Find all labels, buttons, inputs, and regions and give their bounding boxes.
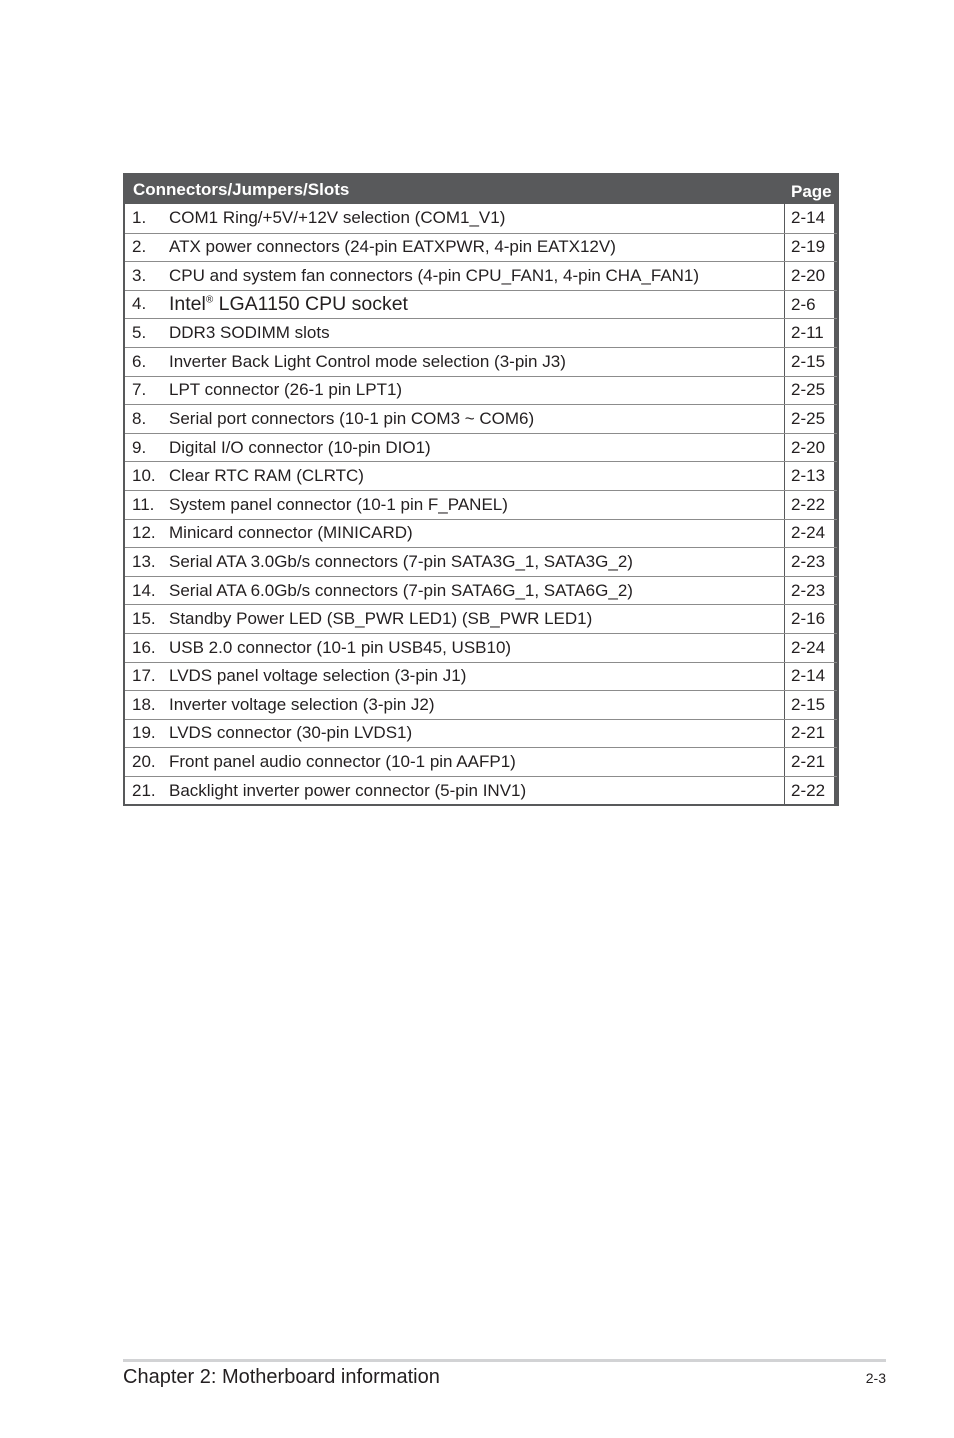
row-page: 2-23	[785, 577, 837, 605]
row-description: LVDS panel voltage selection (3-pin J1)	[169, 666, 467, 686]
row-page: 2-20	[785, 434, 837, 462]
row-page: 2-14	[785, 204, 837, 233]
header-title: Connectors/Jumpers/Slots	[133, 179, 350, 199]
description-prefix: Intel	[169, 293, 206, 316]
table-row	[125, 633, 837, 662]
table-row	[125, 290, 837, 319]
connectors-table	[123, 173, 839, 806]
row-number: 20.	[132, 752, 156, 772]
row-number: 21.	[132, 780, 156, 800]
row-description: DDR3 SODIMM slots	[169, 323, 330, 343]
row-main-cell	[125, 577, 785, 605]
table-row	[125, 204, 837, 233]
row-number: 6.	[132, 351, 147, 371]
row-description: COM1 Ring/+5V/+12V selection (COM1_V1)	[169, 208, 506, 228]
row-main-cell	[125, 377, 785, 405]
table-row	[125, 690, 837, 719]
row-description: System panel connector (10-1 pin F_PANEL)	[169, 494, 508, 514]
row-description: Digital I/O connector (10-pin DIO1)	[169, 437, 431, 457]
row-main-cell	[125, 491, 785, 519]
row-main-cell	[125, 462, 785, 490]
row-number: 19.	[132, 723, 156, 743]
row-page: 2-25	[785, 377, 837, 405]
table-body	[125, 204, 837, 804]
row-description: LVDS connector (30-pin LVDS1)	[169, 723, 413, 743]
row-number: 10.	[132, 466, 156, 486]
row-main-cell	[125, 605, 785, 633]
row-page: 2-15	[785, 691, 837, 719]
row-number: 8.	[132, 408, 147, 428]
row-description: Serial ATA 3.0Gb/s connectors (7-pin SATA3G_1, SATA3G_2)	[169, 551, 633, 571]
table-row	[125, 347, 837, 376]
row-page: 2-22	[785, 777, 837, 805]
row-main-cell	[125, 319, 785, 347]
table-row	[125, 719, 837, 748]
row-description: Clear RTC RAM (CLRTC)	[169, 466, 364, 486]
row-number: 13.	[132, 551, 156, 571]
table-row	[125, 404, 837, 433]
row-description	[167, 293, 784, 316]
row-main-cell	[125, 291, 785, 319]
row-page: 2-19	[785, 234, 837, 262]
row-description: Inverter voltage selection (3-pin J2)	[169, 694, 435, 714]
table-row	[125, 490, 837, 519]
row-main-cell	[125, 663, 785, 691]
table-header	[125, 175, 837, 204]
row-description: LPT connector (26-1 pin LPT1)	[169, 380, 403, 400]
row-page: 2-20	[785, 262, 837, 290]
row-number: 14.	[132, 580, 156, 600]
table-row	[125, 519, 837, 548]
row-main-cell	[125, 204, 785, 233]
row-main-cell	[125, 348, 785, 376]
table-row	[125, 433, 837, 462]
row-number: 4.	[132, 293, 147, 313]
row-description: CPU and system fan connectors (4-pin CPU_FAN1, 4-pin CHA_FAN1)	[169, 265, 700, 285]
row-number: 12.	[132, 523, 156, 543]
table-row	[125, 747, 837, 776]
row-main-cell	[125, 634, 785, 662]
row-page: 2-24	[785, 520, 837, 548]
row-number: 17.	[132, 666, 156, 686]
row-main-cell	[125, 434, 785, 462]
row-main-cell	[125, 691, 785, 719]
row-description: Standby Power LED (SB_PWR LED1) (SB_PWR LED1)	[169, 609, 593, 629]
row-main-cell	[125, 777, 785, 805]
row-description: ATX power connectors (24-pin EATXPWR, 4-pin EATX12V)	[169, 237, 616, 257]
row-number: 7.	[132, 380, 147, 400]
row-number: 5.	[132, 323, 147, 343]
row-page: 2-6	[785, 291, 837, 319]
row-main-cell	[125, 234, 785, 262]
row-description: USB 2.0 connector (10-1 pin USB45, USB10)	[169, 637, 512, 657]
table-row	[125, 261, 837, 290]
row-main-cell	[125, 548, 785, 576]
table-row	[125, 461, 837, 490]
table-row	[125, 576, 837, 605]
row-number: 18.	[132, 694, 156, 714]
row-main-cell	[125, 720, 785, 748]
row-number: 1.	[132, 208, 147, 228]
row-number: 15.	[132, 609, 156, 629]
table-row	[125, 376, 837, 405]
row-number: 9.	[132, 437, 147, 457]
row-page: 2-25	[785, 405, 837, 433]
row-description: Serial port connectors (10-1 pin COM3 ~ COM6)	[169, 408, 535, 428]
row-description: Minicard connector (MINICARD)	[169, 523, 413, 543]
footer-divider	[123, 1359, 886, 1362]
table-row	[125, 604, 837, 633]
row-main-cell	[125, 748, 785, 776]
row-number: 16.	[132, 637, 156, 657]
row-page: 2-22	[785, 491, 837, 519]
description-suffix: LGA1150 CPU socket	[213, 293, 408, 316]
registered-mark: ®	[205, 294, 214, 306]
row-page: 2-15	[785, 348, 837, 376]
row-page: 2-23	[785, 548, 837, 576]
table-row	[125, 662, 837, 691]
table-row	[125, 233, 837, 262]
row-page: 2-24	[785, 634, 837, 662]
row-description: Front panel audio connector (10-1 pin AAFP1)	[169, 752, 516, 772]
row-description: Serial ATA 6.0Gb/s connectors (7-pin SATA6G_1, SATA6G_2)	[169, 580, 633, 600]
header-page: Page	[791, 181, 832, 201]
table-row	[125, 776, 837, 805]
row-page: 2-11	[785, 319, 837, 347]
row-description: Backlight inverter power connector (5-pin INV1)	[169, 780, 527, 800]
row-description: Inverter Back Light Control mode selection (3-pin J3)	[169, 351, 566, 371]
table-row	[125, 547, 837, 576]
row-page: 2-21	[785, 748, 837, 776]
footer-chapter-title: Chapter 2: Motherboard information	[123, 1366, 440, 1388]
row-main-cell	[125, 405, 785, 433]
row-page: 2-16	[785, 605, 837, 633]
row-page: 2-14	[785, 663, 837, 691]
row-number: 3.	[132, 265, 147, 285]
row-main-cell	[125, 520, 785, 548]
row-number: 2.	[132, 237, 147, 257]
row-page: 2-21	[785, 720, 837, 748]
row-page: 2-13	[785, 462, 837, 490]
row-number: 11.	[132, 494, 155, 514]
footer-page-number: 2-3	[865, 1370, 886, 1386]
table-row	[125, 318, 837, 347]
row-main-cell	[125, 262, 785, 290]
